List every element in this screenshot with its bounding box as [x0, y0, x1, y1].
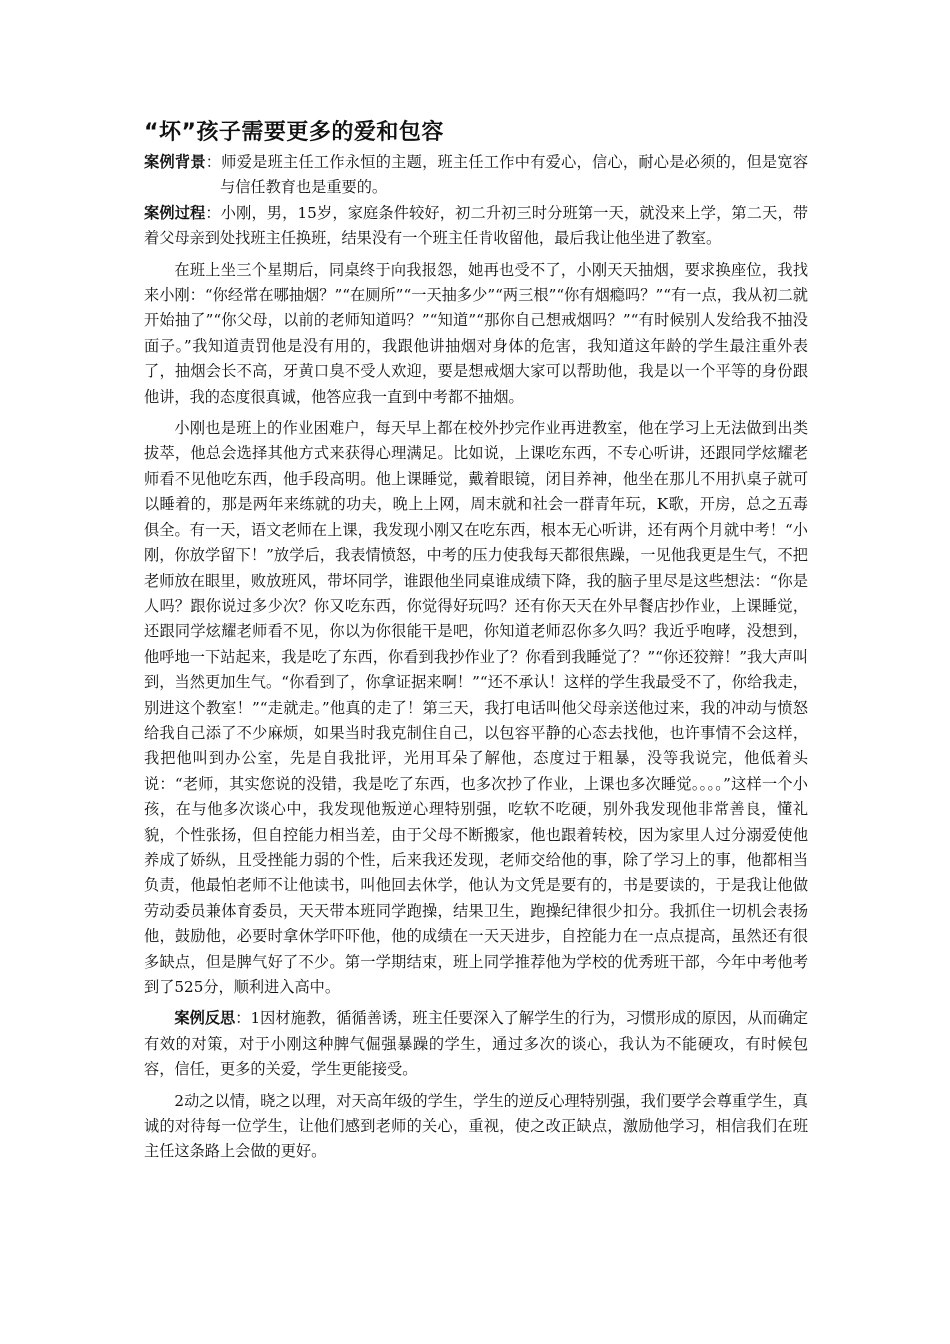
- case-process-paragraph-2: 小刚也是班上的作业困难户，每天早上都在校外抄完作业再进教室，他在学习上无法做到出类拔萃，他总会选择其他方式来获得心理满足。比如说，上课吃东西，不专心听讲，还跟同学炫耀老师看不见他吃东西，他手段高明。他上课睡觉，戴着眼镜，闭目养神，他坐在那儿不用扒桌子就可以睡着的，那是两年来练就的功夫，晚上上网，周末就和社会一群青年玩，K歌，开房，总之五毒俱全。有一天，语文老师在上课，我发现小刚又在吃东西，根本无心听讲，还有两个月就中考！“小刚，你放学留下！”放学后，我表情愤怒，中考的压力使我每天都很焦躁，一见他我更是生气，不把老师放在眼里，败放班风，带坏同学，谁跟他坐同桌谁成绩下降，我的脑子里尽是这些想法：“你是人吗？跟你说过多少次？你又吃东西，你觉得好玩吗？还有你天天在外早餐店抄作业，上课睡觉，还跟同学炫耀老师看不见，你以为你很能干是吧，你知道老师忍你多久吗？我近乎咆哮，没想到，他呼地一下站起来，我是吃了东西，你看到我抄作业了？你看到我睡觉了？”“你还狡辩！”我大声叫到，当然更加生气。“你看到了，你拿证据来啊！”“还不承认！这样的学生我最受不了，你给我走，别进这个教室！”“走就走。”他真的走了！第三天，我打电话叫他父母亲送他过来，我的冲动与愤怒给我自己添了不少麻烦，如果当时我克制住自己，以包容平静的心态去找他，也许事情不会这样，我把他叫到办公室，先是自我批评，光用耳朵了解他，态度过于粗暴，没等我说完，他低着头说：“老师，其实您说的没错，我是吃了东西，也多次抄了作业，上课也多次睡觉。。。。”这样一个小孩，在与他多次谈心中，我发现他叛逆心理特别强，吃软不吃硬，别外我发现他非常善良，懂礼貌，个性张扬，但自控能力相当差，由于父母不断搬家，他也跟着转校，因为家里人过分溺爱使他养成了娇纵，且受挫能力弱的个性，后来我还发现，老师交给他的事，除了学习上的事，他都相当负责，他最怕老师不让他读书，叫他回去休学，他认为文凭是要有的，书是要读的，于是我让他做劳动委员兼体育委员，天天带本班同学跑操，结果卫生，跑操纪律很少扣分。我抓住一切机会表扬他，鼓励他，必要时拿休学吓吓他，他的成绩在一天天进步，自控能力在一点点提高，虽然还有很多缺点，但是脾气好了不少。第一学期结束，班上同学推荐他为学校的优秀班干部，今年中考他考到了525分，顺利进入高中。: [144, 419, 808, 996]
- case-process-intro-paragraph: [144, 201, 808, 252]
- case-background-text: ：师爱是班主任工作永恒的主题，班主任工作中有爱心，信心，耐心是必须的，但是宽容与信任教育也是重要的。: [205, 153, 809, 197]
- case-background-label: 案例背景: [144, 153, 206, 171]
- case-background-paragraph: [144, 150, 808, 201]
- case-process-label: 案例过程: [144, 203, 206, 222]
- case-process-intro-text: ：小刚，男，15岁，家庭条件较好，初二升初三时分班第一天，就没来上学，第二天，带着父母亲到处找班主任换班，结果没有一个班主任肯收留他，最后我让他坐进了教室。: [144, 203, 809, 248]
- document-title: “坏”孩子需要更多的爱和包容: [144, 120, 444, 145]
- document-page: [144, 118, 808, 1165]
- case-reflection-point-1: ：1因材施教，循循善诱，班主任要深入了解学生的行为，习惯形成的原因，从而确定有效的对策，对于小刚这种脾气倔强暴躁的学生，通过多次的谈心，我认为不能硬攻，有时候包容，信任，更多的关爱，学生更能接受。: [144, 1009, 808, 1079]
- case-reflection-paragraph-2: 2动之以情，晓之以理，对天高年级的学生，学生的逆反心理特别强，我们要学会尊重学生，真诚的对待每一位学生，让他们感到老师的关心，重视，使之改正缺点，激励他学习，相信我们在班主任这条路上会做的更好。: [144, 1091, 808, 1161]
- case-reflection-label: 案例反思: [174, 1009, 236, 1028]
- case-reflection-paragraph-1: [144, 1006, 808, 1082]
- case-process-paragraph-1: 在班上坐三个星期后，同桌终于向我报怨，她再也受不了，小刚天天抽烟，要求换座位，我找来小刚：“你经常在哪抽烟？”“在厕所”“一天抽多少”“两三根”“你有烟瘾吗？”“有一点，我从初二就开始抽了”“你父母，以前的老师知道吗？”“知道”“那你自己想戒烟吗？”“有时候别人发给我不抽没面子。”我知道责罚他是没有用的，我跟他讲抽烟对身体的危害，我知道这年龄的学生最注重外表了，抽烟会长不高，牙黄口臭不受人欢迎，要是想戒烟大家可以帮助他，我是以一个平等的身份跟他讲，我的态度很真诚，他答应我一直到中考都不抽烟。: [144, 260, 808, 406]
